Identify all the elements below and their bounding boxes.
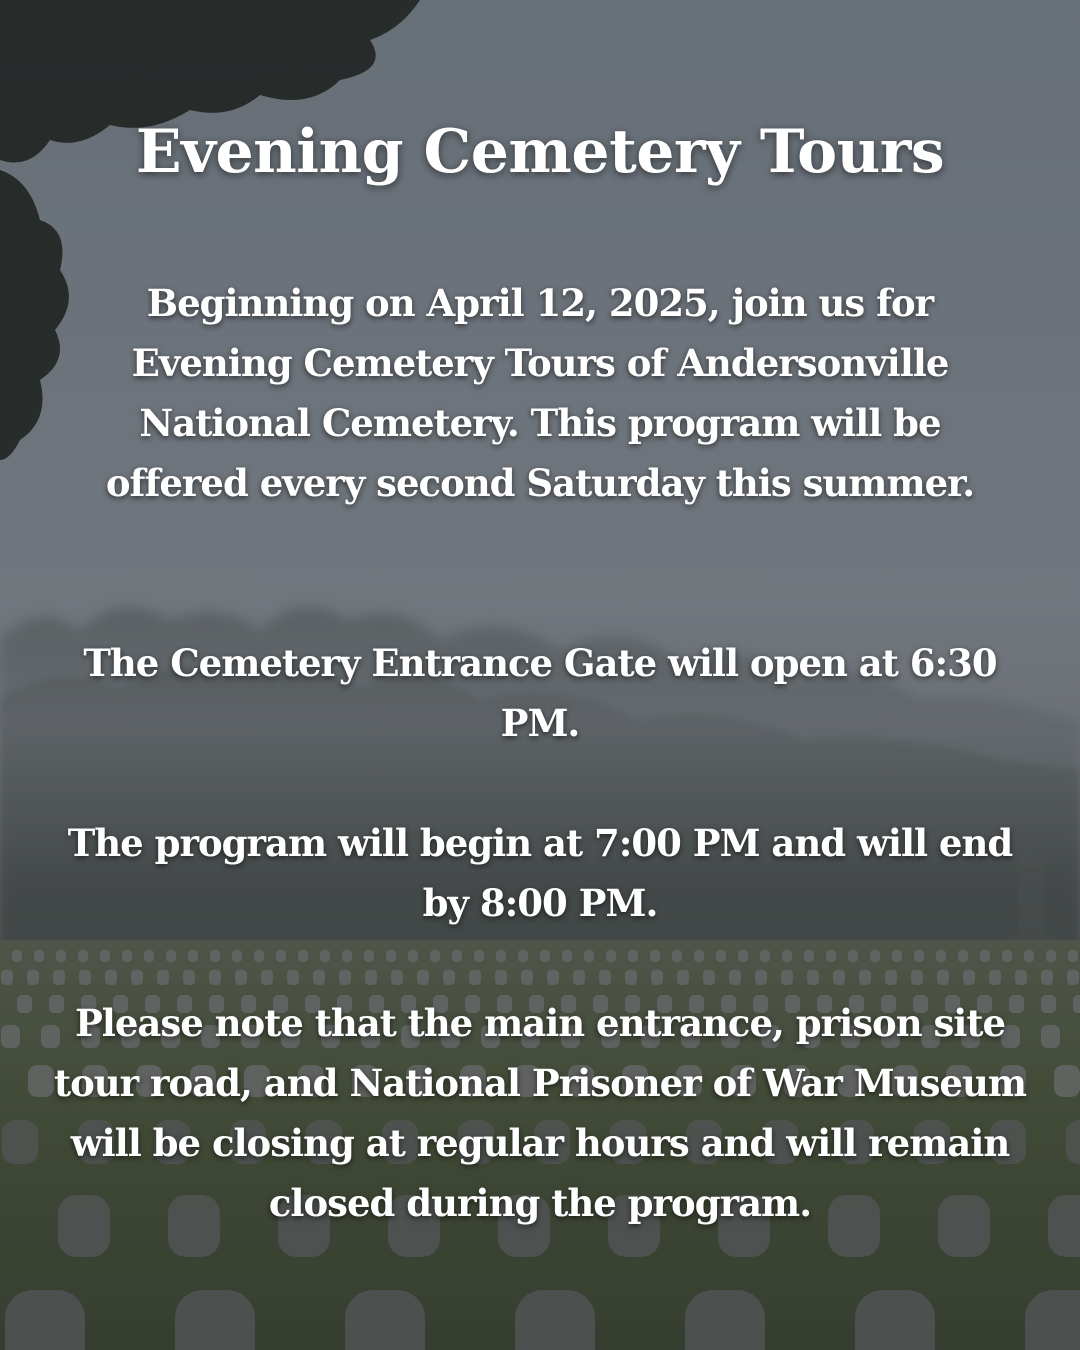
program-time-paragraph: The program will begin at 7:00 PM and will end by 8:00 PM. (67, 821, 1013, 925)
intro-paragraph: Beginning on April 12, 2025, join us for Evening Cemetery Tours of Andersonville National Cemetery. This program will be offered every second Saturday this summer. (105, 281, 975, 505)
gate-open-paragraph: The Cemetery Entrance Gate will open at 6:30 PM. (83, 641, 997, 745)
poster-title: Evening Cemetery Tours (135, 117, 945, 187)
closure-note-paragraph: Please note that the main entrance, prison site tour road, and National Prisoner of War Museum will be closing at regular hours and will remain closed during the program. (53, 1001, 1027, 1225)
